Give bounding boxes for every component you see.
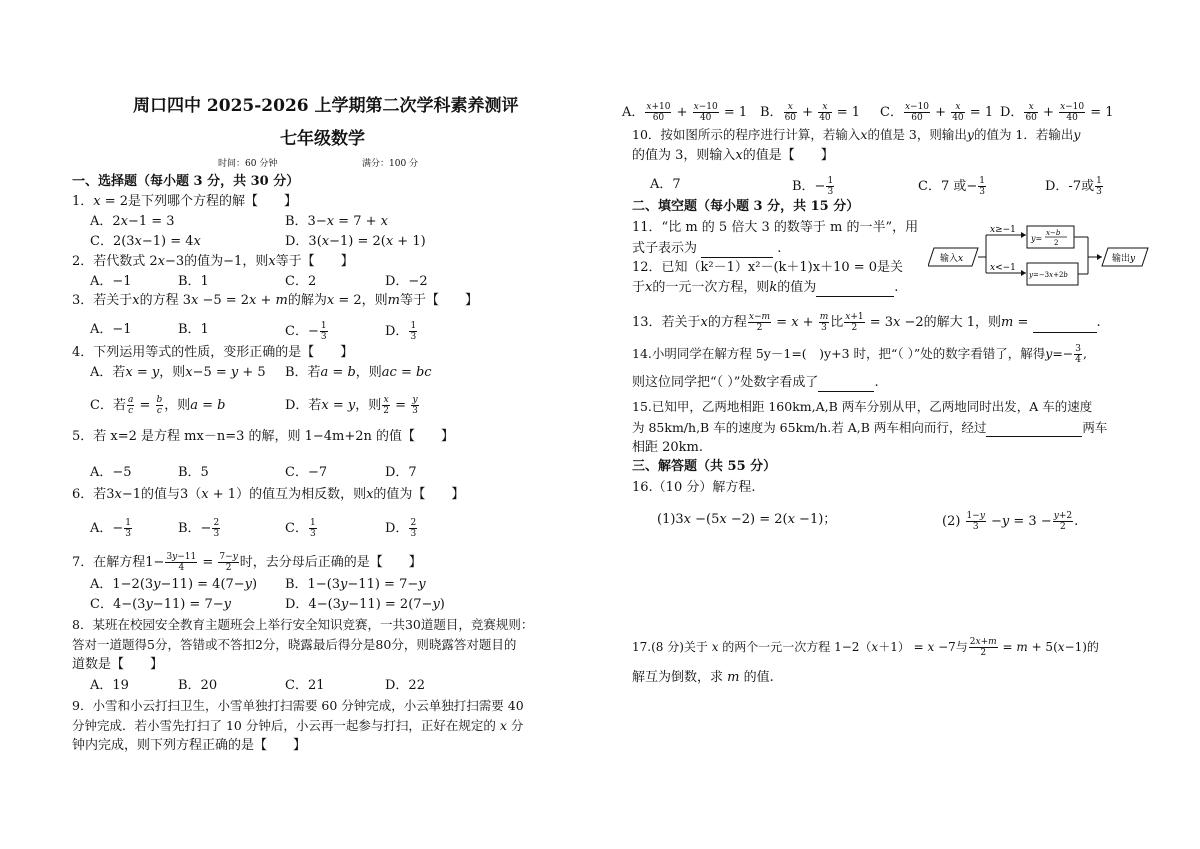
question-4: 4．下列运用等式的性质，变形正确的是【 】 (72, 345, 354, 360)
q3-option-c: C．− $\frac{1}{3}$ (285, 321, 327, 342)
q7-option-c: C．4−(3𝑦−11) = 7−𝑦 (90, 597, 231, 612)
question-12-line-1: 12．已知（k²－1）x²－(k＋1)x＋10 = 0是关 (632, 260, 904, 275)
flowchart-formula-top-prefix: 𝑦= (1031, 234, 1043, 243)
question-8-line-1: 8．某班在校园安全教育主题班会上举行安全知识竞赛，一共30道题目，竞赛规则： (72, 617, 534, 632)
flowchart-input-label: 输入𝑥 (940, 254, 964, 264)
q4-option-d: D．若𝑥 = 𝑦，则 $\frac{\text{𝑥}}{2}$ = $\frac{\text{𝑦}}{3}$ (285, 395, 418, 416)
question-9-line-2: 分钟完成．若小雪先打扫了 10 分钟后，小云再一起参与打扫，正好在规定的 𝑥 分 (72, 718, 524, 733)
question-15-line-3: 相距 20km. (632, 440, 704, 455)
flowchart-condition-bottom: 𝑥<−1 (990, 263, 1016, 273)
q5-option-d: D．7 (385, 465, 417, 480)
q7-option-a: A．1−2(3𝑦−11) = 4(7−𝑦) (90, 577, 258, 592)
q6-option-c: C． $\frac{1}{3}$ (285, 518, 316, 539)
q14-answer-blank (818, 378, 874, 392)
q11-answer-blank (701, 244, 773, 258)
section-1-heading: 一、选择题（每小题 3 分，共 30 分） (72, 174, 300, 189)
section-3-heading: 三、解答题（共 55 分） (632, 459, 777, 474)
question-15-line-1: 15.已知甲，乙两地相距 160km,A,B 两车分别从甲，乙两地同时出发，A 车的速度 (632, 399, 1093, 414)
exam-title: 周口四中 2025-2026 上学期第二次学科素养测评 (133, 96, 519, 116)
question-2: 2．若代数式 2𝑥−3的值为−1，则𝑥等于【 】 (72, 254, 354, 269)
q7-option-b: B．1−(3𝑦−11) = 7−𝑦 (285, 577, 426, 592)
q2-option-c: C．2 (285, 274, 317, 289)
flowchart-output-label: 输出𝑦 (1112, 254, 1136, 264)
question-16-part-2: (2) $\frac{\text{1−𝑦}}{3}$ −𝑦 = 3 − $\frac{\text{𝑦+2}}{2}$ . (942, 511, 1079, 532)
q10-option-c: C．7 或− $\frac{1}{3}$ (918, 176, 985, 197)
q5-option-b: B．5 (178, 465, 209, 480)
q3-option-a: A．−1 (90, 322, 132, 337)
q10-option-d: D．-7或 $\frac{1}{3}$ (1045, 176, 1102, 197)
q2-option-b: B．1 (178, 274, 209, 289)
q6-option-b: B．− $\frac{2}{3}$ (178, 518, 220, 539)
q4-option-c: C．若 $\frac{\text{𝑎}}{\text{𝑐}}$ = $\frac{\text{𝑏}}{\text{𝑐}}$ ，则𝑎 = 𝑏 (90, 395, 226, 416)
question-8-line-2: 答对一道题得5分，答错或不答扣2分，晓露最后得分是80分，则晓露答对题目的 (72, 637, 517, 652)
question-8-line-3: 道数是【 】 (72, 657, 164, 672)
q6-option-d: D． $\frac{2}{3}$ (385, 518, 417, 539)
q12-answer-blank (816, 283, 894, 297)
q2-option-d: D．−2 (385, 274, 428, 289)
question-12-line-2: 于𝑥的一元一次方程，则𝑘的值为 . (632, 280, 899, 295)
flowchart-formula-top-denominator: 2 (1054, 239, 1059, 247)
question-16: 16.（10 分）解方程. (632, 480, 756, 495)
question-16-part-1: (1)3𝑥 −(5𝑥 −2) = 2(𝑥 −1)； (657, 512, 837, 527)
q9-option-a: A． $\frac{\text{𝑥+10}}{60}$ + $\frac{\text{𝑥−10}}{40}$ = 1 (622, 102, 748, 123)
q13-answer-blank (1033, 319, 1097, 333)
exam-score: 满分：100 分 (362, 159, 419, 169)
question-10-line-2: 的值为 3，则输入𝑥的值是【 】 (632, 148, 834, 163)
question-13: 13．若关于𝑥的方程 $\frac{\text{𝑥−𝑚}}{2}$ = 𝑥 + $\frac{\text{𝑚}}{3}$ 比 $\frac{\text{𝑥+1}}{2}$ = 3𝑥 −2的解大 1，则𝑚 = . (632, 312, 1101, 333)
q8-option-b: B．20 (178, 678, 218, 693)
flowchart-condition-top: 𝑥≥−1 (990, 225, 1016, 235)
q8-option-a: A．19 (90, 678, 129, 693)
q4-option-a: A．若𝑥 = 𝑦，则𝑥−5 = 𝑦 + 5 (90, 365, 266, 380)
q6-option-a: A．− $\frac{1}{3}$ (90, 518, 132, 539)
q1-option-b: B．3−𝑥 = 7 + 𝑥 (285, 214, 388, 229)
q9-option-c: C． $\frac{\text{𝑥−10}}{60}$ + $\frac{\text{𝑥}}{40}$ = 1 (880, 102, 994, 123)
q5-option-c: C．−7 (285, 465, 328, 480)
question-1: 1．𝑥 = 2是下列哪个方程的解【 】 (72, 194, 298, 209)
program-flowchart (928, 222, 1150, 292)
q10-option-b: B．− $\frac{1}{3}$ (792, 176, 834, 197)
q2-option-a: A．−1 (90, 274, 132, 289)
q8-option-c: C．21 (285, 678, 325, 693)
section-2-heading: 二、填空题（每小题 3 分，共 15 分） (632, 199, 860, 214)
q1-option-a: A．2𝑥−1 = 3 (90, 214, 175, 229)
question-9-line-1: 9．小雪和小云打扫卫生，小雪单独打扫需要 60 分钟完成，小云单独打扫需要 40 (72, 698, 524, 713)
question-9-line-3: 钟内完成，则下列方程正确的是【 】 (72, 738, 307, 753)
question-14-line-1: 14.小明同学在解方程 5y－1=( )y+3 时，把“（ ）”处的数字看错了，解得𝑦=− $\frac{3}{4}$ , (632, 344, 1087, 365)
flowchart-formula-bottom: 𝑦=−3𝑥+2𝑏 (1029, 271, 1068, 279)
q5-option-a: A．−5 (90, 465, 132, 480)
q8-option-d: D．22 (385, 678, 425, 693)
q9-option-d: D． $\frac{\text{𝑥}}{60}$ + $\frac{\text{𝑥−10}}{40}$ = 1 (1000, 102, 1114, 123)
question-3: 3．若关于𝑥的方程 3𝑥 −5 = 2𝑥 + 𝑚的解为𝑥 = 2，则𝑚等于【 】 (72, 293, 478, 308)
exam-time: 时间：60 分钟 (218, 159, 278, 169)
question-7: 7．在解方程1− $\frac{\text{3𝑦−11}}{4}$ = $\frac{\text{7−𝑦}}{2}$ 时，去分母后正确的是【 】 (72, 552, 422, 573)
question-14-line-2: 则这位同学把“（ ）”处数字看成了 . (632, 375, 879, 390)
question-10-line-1: 10．按如图所示的程序进行计算，若输入𝑥的值是 3，则输出𝑦的值为 1．若输出𝑦 (632, 127, 1081, 142)
flowchart-formula-top-numerator: 𝑥−𝑏 (1046, 229, 1061, 237)
q1-option-d: D．3(𝑥−1) = 2(𝑥 + 1) (285, 234, 426, 249)
question-17-line-2: 解互为倒数，求 𝑚 的值. (632, 670, 774, 685)
q15-answer-blank (986, 423, 1082, 437)
question-15-line-2: 为 85km/h,B 车的速度为 65km/h.若 A,B 两车相向而行，经过 两车 (632, 420, 1108, 435)
question-17-line-1: 17.(8 分)关于 𝑥 的两个一元一次方程 1−2（𝑥＋1） = 𝑥 −7与 $\frac{\text{2𝑥+𝑚}}{2}$ = 𝑚 + 5(𝑥−1)的 (632, 637, 1099, 658)
question-11-line-2: 式子表示为 . (632, 241, 782, 256)
q3-option-d: D． $\frac{1}{3}$ (385, 321, 417, 342)
q9-option-b: B． $\frac{\text{𝑥}}{60}$ + $\frac{\text{𝑥}}{40}$ = 1 (760, 102, 861, 123)
question-11-line-1: 11．“比 m 的 5 倍大 3 的数等于 m 的一半”，用 (632, 220, 919, 235)
exam-subject: 七年级数学 (280, 129, 365, 149)
q7-option-d: D．4−(3𝑦−11) = 2(7−𝑦) (285, 597, 445, 612)
q3-option-b: B．1 (178, 322, 209, 337)
q4-option-b: B．若𝑎 = 𝑏，则𝑎𝑐 = 𝑏𝑐 (285, 365, 432, 380)
q1-option-c: C．2(3𝑥−1) = 4𝑥 (90, 234, 201, 249)
question-5: 5．若 x=2 是方程 mx－n=3 的解，则 1−4m+2n 的值【 】 (72, 429, 455, 444)
q10-option-a: A．7 (650, 177, 681, 192)
question-6: 6．若3𝑥−1的值与3（𝑥 + 1）的值互为相反数，则𝑥的值为【 】 (72, 487, 465, 502)
